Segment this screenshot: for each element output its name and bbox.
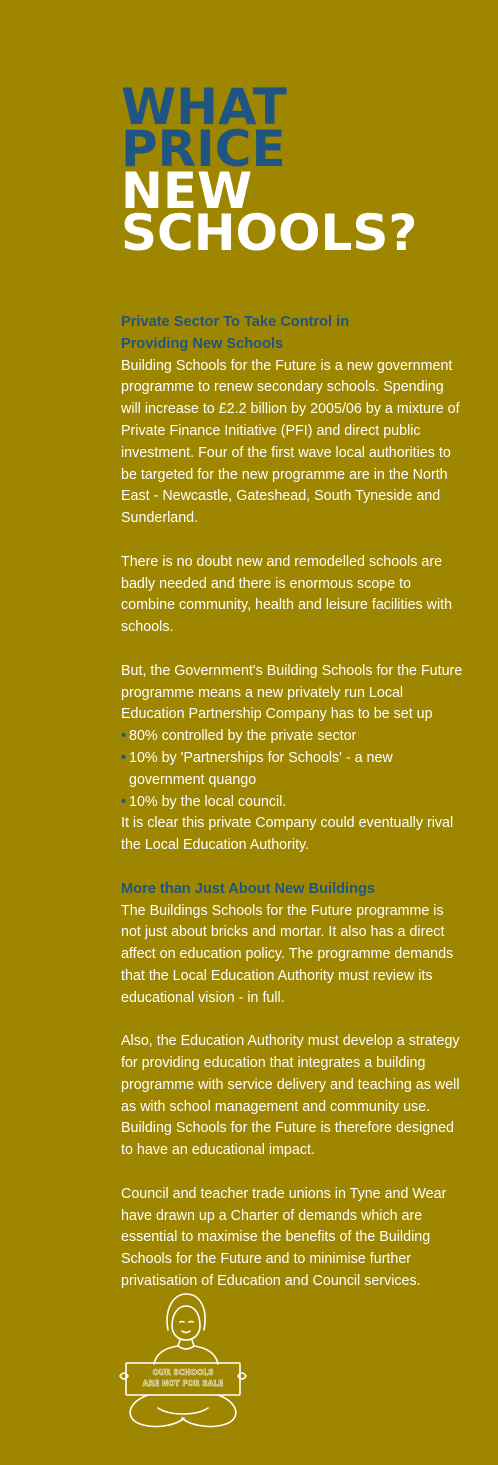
bullet-icon: • <box>121 728 127 745</box>
list-item <box>121 726 466 748</box>
left-hand <box>120 1373 128 1379</box>
paragraph: Council and teacher trade unions in Tyne and Wear have drawn up a Charter of demands which are essential to maximise the benefits of the Building Schools for the Future and to minimise further privatisation of Education and Council services. <box>121 1185 447 1290</box>
right-shoulder <box>192 1340 218 1364</box>
paragraph: It is clear this private Company could eventually rival the Local Education Authority. <box>121 815 454 854</box>
mouth <box>182 1331 190 1333</box>
section-heading-more-than-buildings: More than Just About New Buildings <box>121 880 376 897</box>
lap <box>158 1408 208 1414</box>
face-outline <box>172 1306 200 1340</box>
title-line-what: WHAT <box>121 78 287 136</box>
collar <box>178 1346 194 1349</box>
eyes <box>180 1322 193 1323</box>
list-item-text: 10% by 'Partnerships for Schools' - a new government quango <box>129 749 393 788</box>
left-shoulder <box>154 1340 180 1364</box>
protest-figure-illustration <box>118 1290 248 1440</box>
paragraph: There is no doubt new and remodelled schools are badly needed and there is enormous scope to combine community, health and leisure facilities with schools. <box>121 553 453 636</box>
title-line-price: PRICE <box>121 120 286 178</box>
right-leg <box>182 1395 236 1426</box>
sign-text-line2: ARE NOT FOR SALE <box>142 1379 224 1388</box>
bullet-icon: • <box>121 793 127 810</box>
sign-text-line1: OUR SCHOOLS <box>152 1368 214 1377</box>
ownership-list <box>121 726 466 813</box>
title-line-new: NEW <box>121 162 253 220</box>
paragraph: The Buildings Schools for the Future programme is not just about bricks and mortar. It also has a direct affect on education policy. The programme demands that the Local Education Authority must review its educational vision - in full. <box>121 902 454 1006</box>
heading-line: Providing New Schools <box>121 335 284 352</box>
paragraph: Also, the Education Authority must develop a strategy for providing education that integrates a building programme with service delivery and teaching as well as with school management and community use. Building Schools for the Future is therefore designed to have an educational impact. <box>121 1033 460 1159</box>
paragraph: But, the Government's Building Schools for the Future programme means a new privately run Local Education Partnership Company has to be set up <box>121 662 463 723</box>
list-item <box>121 792 466 814</box>
heading-line: Private Sector To Take Control in <box>121 314 350 330</box>
list-item <box>121 748 466 792</box>
section-heading-private-sector <box>121 312 466 356</box>
page-title <box>121 78 418 262</box>
paragraph: Building Schools for the Future is a new government programme to renew secondary schools. Spending will increase to £2.2 billion by 2005/06 by a mixture of Private Finance Initiative (PFI) and direct public investment. Four of the first wave local authorities to be targeted for the new programme are in the North East - Newcastle, Gateshead, South Tyneside and Sunderland. <box>121 357 460 527</box>
list-item-text: 10% by the local council. <box>129 793 287 810</box>
list-item-text: 80% controlled by the private sector <box>129 728 357 745</box>
title-line-schools: SCHOOLS? <box>121 204 418 262</box>
article-body <box>121 312 466 1293</box>
left-leg <box>130 1395 184 1426</box>
bullet-icon: • <box>121 749 127 766</box>
